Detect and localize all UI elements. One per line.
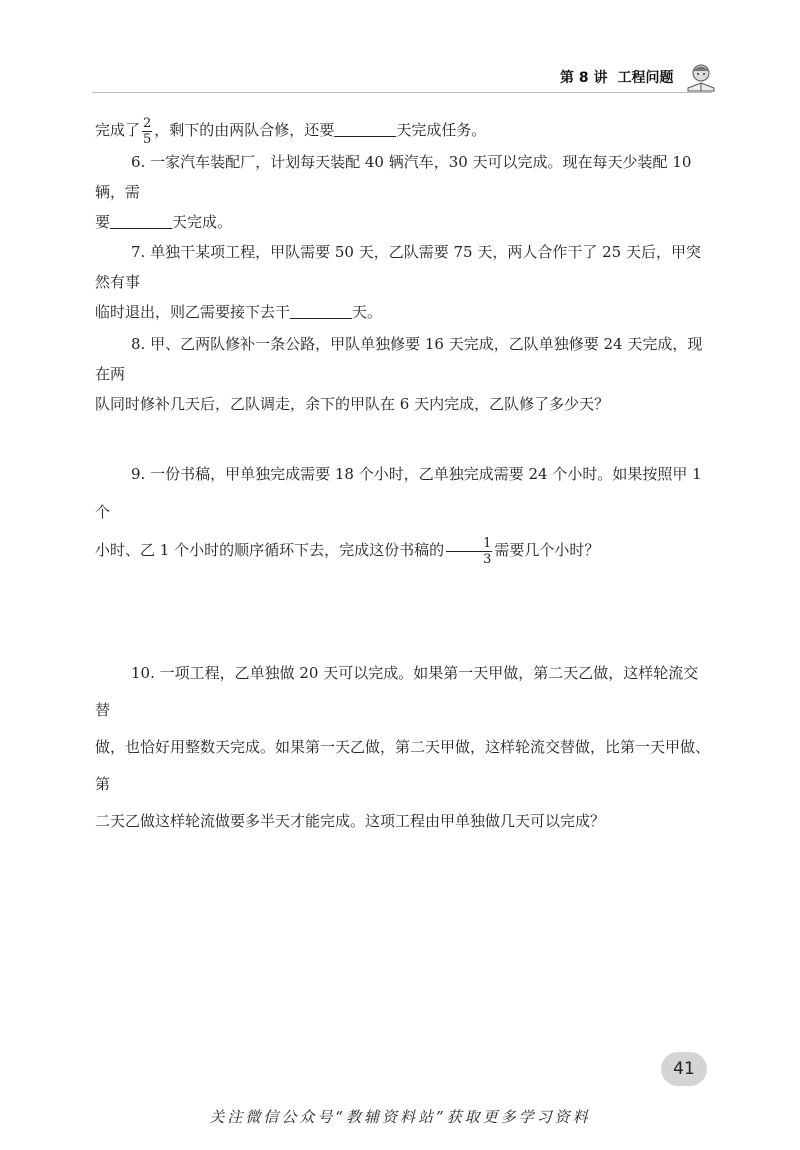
footer-note: 关注微信公众号“教辅资料站”获取更多学习资料 <box>209 1108 591 1126</box>
question-9: 9. 一份书稿，甲单独完成需要 18 个小时，乙单独完成需要 24 个小时。如果按照甲 1 个 小时、乙 1 个小时的顺序循环下去，完成这份书稿的 $\frac{1}{3}$ 需要几个小时？ <box>95 465 702 567</box>
topic-title: 工程问题 <box>617 70 674 86</box>
question-8: 8. 甲、乙两队修补一条公路，甲队单独修要 16 天完成，乙队单独修要 24 天完成，现在两 队同时修补几天后，乙队调走，余下的甲队在 6 天内完成，乙队修了多少天？ <box>95 334 703 413</box>
questions-top <box>95 115 710 419</box>
page-header <box>560 62 740 92</box>
q5-continuation: 完成了 $\frac{2}{5}$ ，剩下的由两队合修，还要 天完成任务。 <box>95 115 487 147</box>
answer-blank[interactable] <box>290 300 352 319</box>
header-divider <box>92 92 712 93</box>
fraction-one-third: $\frac{1}{3}$ <box>446 536 492 567</box>
question-7: 7. 单独干某项工程，甲队需要 50 天，乙队需要 75 天，两人合作干了 25 天后，甲突然有事 临时退出，则乙需要接下去干 天。 <box>95 242 701 321</box>
lecture-label: 第 8 讲 <box>560 70 608 86</box>
page-number: 41 <box>661 1052 707 1086</box>
answer-blank[interactable] <box>334 118 396 137</box>
question-6: 6. 一家汽车装配厂，计划每天装配 40 辆汽车，30 天可以完成。现在每天少装配 10 辆，需 要 天完成。 <box>95 152 692 231</box>
reading-child-icon <box>684 62 718 92</box>
question-10: 10. 一项工程，乙单独做 20 天可以完成。如果第一天甲做，第二天乙做，这样轮流交替 做，也恰好用整数天完成。如果第一天乙做，第二天甲做，这样轮流交替做，比第一天甲做、第 二天乙做这样轮流做要多半天才能完成。这项工程由甲单独做几天可以完成？ <box>95 664 711 830</box>
fraction-two-fifths: $\frac{2}{5}$ <box>143 115 152 147</box>
answer-blank[interactable] <box>110 210 172 229</box>
